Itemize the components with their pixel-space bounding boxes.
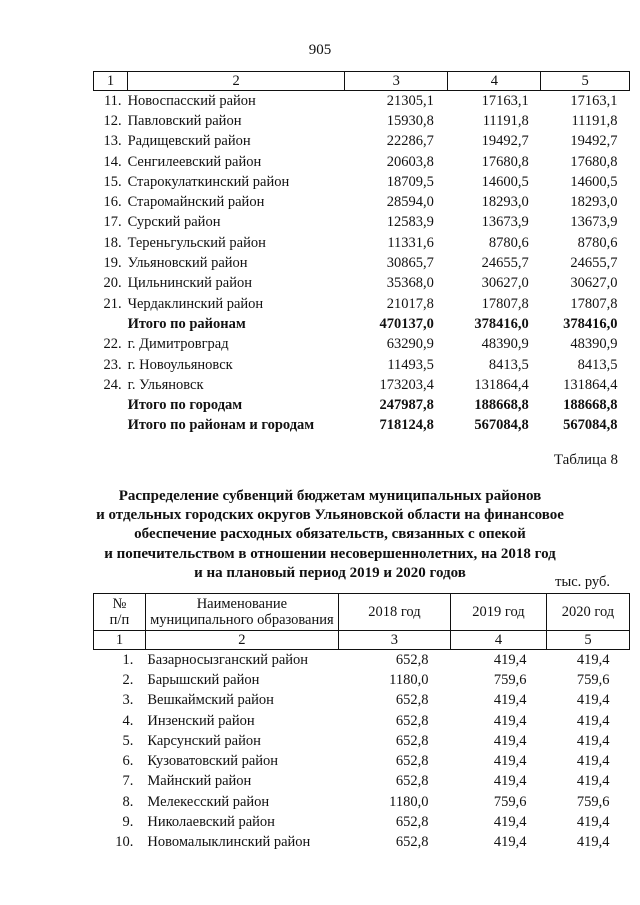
row-name: Старокулаткинский район xyxy=(127,173,290,190)
row-value: 131864,4 xyxy=(563,376,618,393)
subsidy-table-continued xyxy=(93,71,630,436)
row-value: 419,4 xyxy=(576,753,610,770)
table-row xyxy=(94,111,630,131)
row-number: 12. xyxy=(103,112,122,129)
row-number: 17. xyxy=(103,214,122,231)
row-name: Новоспасский район xyxy=(127,92,256,109)
row-value: 15930,8 xyxy=(386,112,434,129)
row-value: 48390,9 xyxy=(570,336,618,353)
row-value: 17680,8 xyxy=(570,153,618,170)
row-name: Итого по районам xyxy=(127,315,246,332)
row-value: 419,4 xyxy=(493,651,527,668)
row-value: 17163,1 xyxy=(570,92,618,109)
row-name: Майнский район xyxy=(147,773,252,790)
total-row xyxy=(94,416,630,436)
total-row xyxy=(94,314,630,334)
row-number: 7. xyxy=(122,773,134,790)
table-row xyxy=(94,192,630,212)
row-value: 419,4 xyxy=(493,753,527,770)
table-row xyxy=(94,335,630,355)
column-number: 3 xyxy=(345,72,448,91)
header-year: 2018 год xyxy=(338,594,450,631)
row-name: г. Ульяновск xyxy=(127,376,204,393)
row-name: Барышский район xyxy=(147,671,260,688)
row-value: 470137,0 xyxy=(379,315,434,332)
header-year: 2019 год xyxy=(450,594,546,631)
row-name: Тереньгульский район xyxy=(127,234,266,251)
row-value: 19492,7 xyxy=(481,133,529,150)
table-row xyxy=(94,812,630,832)
row-value: 30627,0 xyxy=(481,275,529,292)
row-number: 22. xyxy=(103,336,122,353)
row-name: Инзенский район xyxy=(147,712,255,729)
row-value: 652,8 xyxy=(395,732,429,749)
title-line: и попечительством в отношении несовершеннолетних, на 2018 год xyxy=(104,545,556,562)
header-name xyxy=(145,594,338,631)
column-number: 1 xyxy=(94,631,146,650)
title-line: обеспечение расходных обязательств, связанных с опекой xyxy=(134,526,526,543)
row-value: 567084,8 xyxy=(563,417,618,434)
row-value: 63290,9 xyxy=(386,336,434,353)
table-label: Таблица 8 xyxy=(553,452,618,468)
row-number: 10. xyxy=(115,834,134,851)
table-row xyxy=(94,731,630,751)
column-number: 4 xyxy=(450,631,546,650)
row-value: 11493,5 xyxy=(387,356,434,373)
row-number: 20. xyxy=(103,275,122,292)
row-number: 16. xyxy=(103,194,122,211)
row-value: 14600,5 xyxy=(570,173,618,190)
column-number: 4 xyxy=(448,72,541,91)
row-value: 18293,0 xyxy=(570,194,618,211)
units-label: тыс. руб. xyxy=(555,574,610,590)
row-number: 24. xyxy=(103,376,122,393)
row-value: 21017,8 xyxy=(386,295,434,312)
row-number: 4. xyxy=(122,712,134,729)
row-name: Ульяновский район xyxy=(127,255,248,272)
table-row xyxy=(94,355,630,375)
row-number: 23. xyxy=(103,356,122,373)
row-value: 21305,1 xyxy=(386,92,434,109)
row-name: Итого по районам и городам xyxy=(127,417,315,434)
table-row xyxy=(94,213,630,233)
row-value: 35368,0 xyxy=(386,275,434,292)
row-value: 419,4 xyxy=(493,692,527,709)
row-value: 759,6 xyxy=(493,793,527,810)
table-row xyxy=(94,91,630,112)
header-year: 2020 год xyxy=(546,594,629,631)
row-value: 17807,8 xyxy=(570,295,618,312)
header-text: п/п xyxy=(109,612,130,628)
row-name: Карсунский район xyxy=(147,732,261,749)
column-number-row xyxy=(94,631,630,650)
row-value: 652,8 xyxy=(395,692,429,709)
page-number: 905 xyxy=(308,42,332,58)
row-value: 247987,8 xyxy=(379,397,434,414)
header-row xyxy=(94,594,630,631)
row-number: 18. xyxy=(103,234,122,251)
row-name: Николаевский район xyxy=(147,814,275,831)
row-value: 18293,0 xyxy=(481,194,529,211)
row-name: Сурский район xyxy=(127,214,221,231)
row-number: 6. xyxy=(122,753,134,770)
row-name: Старомайнский район xyxy=(127,194,265,211)
row-name: Базарносызганский район xyxy=(147,651,309,668)
column-number: 5 xyxy=(546,631,629,650)
row-value: 20603,8 xyxy=(386,153,434,170)
row-value: 8780,6 xyxy=(577,234,618,251)
title-line: и отдельных городских округов Ульяновской области на финансовое xyxy=(96,507,564,524)
row-value: 30865,7 xyxy=(386,255,434,272)
row-value: 30627,0 xyxy=(570,275,618,292)
row-value: 759,6 xyxy=(493,671,527,688)
table-row xyxy=(94,833,630,853)
row-value: 11331,6 xyxy=(387,234,434,251)
row-value: 419,4 xyxy=(576,814,610,831)
row-value: 419,4 xyxy=(576,651,610,668)
column-number: 5 xyxy=(541,72,630,91)
row-value: 652,8 xyxy=(395,834,429,851)
table-row xyxy=(94,711,630,731)
row-number: 21. xyxy=(103,295,122,312)
row-value: 173203,4 xyxy=(379,376,434,393)
row-value: 759,6 xyxy=(576,671,610,688)
column-number: 1 xyxy=(94,72,128,91)
row-value: 8413,5 xyxy=(488,356,529,373)
row-value: 188668,8 xyxy=(563,397,618,414)
row-name: Чердаклинский район xyxy=(127,295,264,312)
row-value: 8780,6 xyxy=(488,234,529,251)
table-row xyxy=(94,751,630,771)
row-value: 22286,7 xyxy=(386,133,434,150)
row-value: 131864,4 xyxy=(474,376,529,393)
row-value: 18709,5 xyxy=(386,173,434,190)
table-row xyxy=(94,172,630,192)
row-value: 419,4 xyxy=(576,773,610,790)
row-value: 419,4 xyxy=(576,692,610,709)
table-row xyxy=(94,253,630,273)
row-value: 19492,7 xyxy=(570,133,618,150)
row-value: 13673,9 xyxy=(570,214,618,231)
column-number: 2 xyxy=(145,631,338,650)
row-value: 14600,5 xyxy=(481,173,529,190)
row-number: 19. xyxy=(103,255,122,272)
row-name: Сенгилеевский район xyxy=(127,153,262,170)
row-value: 419,4 xyxy=(493,732,527,749)
row-number xyxy=(94,416,128,436)
row-value: 17807,8 xyxy=(481,295,529,312)
row-value: 419,4 xyxy=(493,834,527,851)
row-value: 188668,8 xyxy=(474,397,529,414)
row-value: 652,8 xyxy=(395,814,429,831)
table-row xyxy=(94,792,630,812)
table-row xyxy=(94,152,630,172)
header-text: № xyxy=(112,596,127,612)
row-number: 13. xyxy=(103,133,122,150)
column-number: 3 xyxy=(338,631,450,650)
row-value: 652,8 xyxy=(395,651,429,668)
row-number: 14. xyxy=(103,153,122,170)
row-value: 1180,0 xyxy=(389,671,429,688)
table-row xyxy=(94,233,630,253)
header-number xyxy=(94,594,146,631)
row-value: 759,6 xyxy=(576,793,610,810)
table-row xyxy=(94,294,630,314)
row-number: 1. xyxy=(122,651,134,668)
row-value: 652,8 xyxy=(395,773,429,790)
row-value: 419,4 xyxy=(493,814,527,831)
row-number xyxy=(94,395,128,415)
row-number xyxy=(94,314,128,334)
row-number: 2. xyxy=(122,671,134,688)
row-value: 28594,0 xyxy=(386,194,434,211)
row-value: 378416,0 xyxy=(563,315,618,332)
row-value: 419,4 xyxy=(493,773,527,790)
row-value: 652,8 xyxy=(395,712,429,729)
row-value: 12583,9 xyxy=(386,214,434,231)
row-value: 11191,8 xyxy=(482,112,529,129)
row-name: г. Новоульяновск xyxy=(127,356,233,373)
row-value: 419,4 xyxy=(576,712,610,729)
table-row xyxy=(94,132,630,152)
row-value: 419,4 xyxy=(576,732,610,749)
row-value: 718124,8 xyxy=(379,417,434,434)
row-number: 11. xyxy=(103,92,122,109)
row-name: Итого по городам xyxy=(127,397,243,414)
header-text: муниципального образования xyxy=(150,612,334,628)
row-number: 15. xyxy=(103,173,122,190)
row-value: 8413,5 xyxy=(577,356,618,373)
title-line: и на плановый период 2019 и 2020 годов xyxy=(194,564,466,581)
table-row xyxy=(94,274,630,294)
table-row xyxy=(94,650,630,671)
row-value: 1180,0 xyxy=(389,793,429,810)
row-name: Радищевский район xyxy=(127,133,251,150)
table-row xyxy=(94,772,630,792)
row-value: 48390,9 xyxy=(481,336,529,353)
table-title xyxy=(60,487,600,583)
row-value: 13673,9 xyxy=(481,214,529,231)
row-value: 378416,0 xyxy=(474,315,529,332)
table-row xyxy=(94,375,630,395)
table-row xyxy=(94,691,630,711)
row-name: Мелекесский район xyxy=(147,793,270,810)
row-name: Вешкаймский район xyxy=(147,692,274,709)
row-value: 419,4 xyxy=(576,834,610,851)
column-number-row xyxy=(94,72,630,91)
row-name: Кузоватовский район xyxy=(147,753,279,770)
row-number: 9. xyxy=(122,814,134,831)
row-name: Цильнинский район xyxy=(127,275,253,292)
row-value: 24655,7 xyxy=(570,255,618,272)
row-value: 567084,8 xyxy=(474,417,529,434)
row-number: 3. xyxy=(122,692,134,709)
row-name: Новомалыклинский район xyxy=(147,834,311,851)
row-value: 419,4 xyxy=(493,712,527,729)
row-value: 17680,8 xyxy=(481,153,529,170)
row-value: 11191,8 xyxy=(571,112,618,129)
header-text: Наименование xyxy=(196,596,288,612)
column-number: 2 xyxy=(128,72,345,91)
row-value: 24655,7 xyxy=(481,255,529,272)
row-name: г. Димитровград xyxy=(127,336,229,353)
title-line: Распределение субвенций бюджетам муниципальных районов xyxy=(118,488,542,504)
row-number: 8. xyxy=(122,793,134,810)
subsidy-table-8 xyxy=(93,593,630,853)
row-number: 5. xyxy=(122,732,134,749)
row-value: 652,8 xyxy=(395,753,429,770)
table-row xyxy=(94,670,630,690)
row-value: 17163,1 xyxy=(481,92,529,109)
total-row xyxy=(94,395,630,415)
row-name: Павловский район xyxy=(127,112,242,129)
